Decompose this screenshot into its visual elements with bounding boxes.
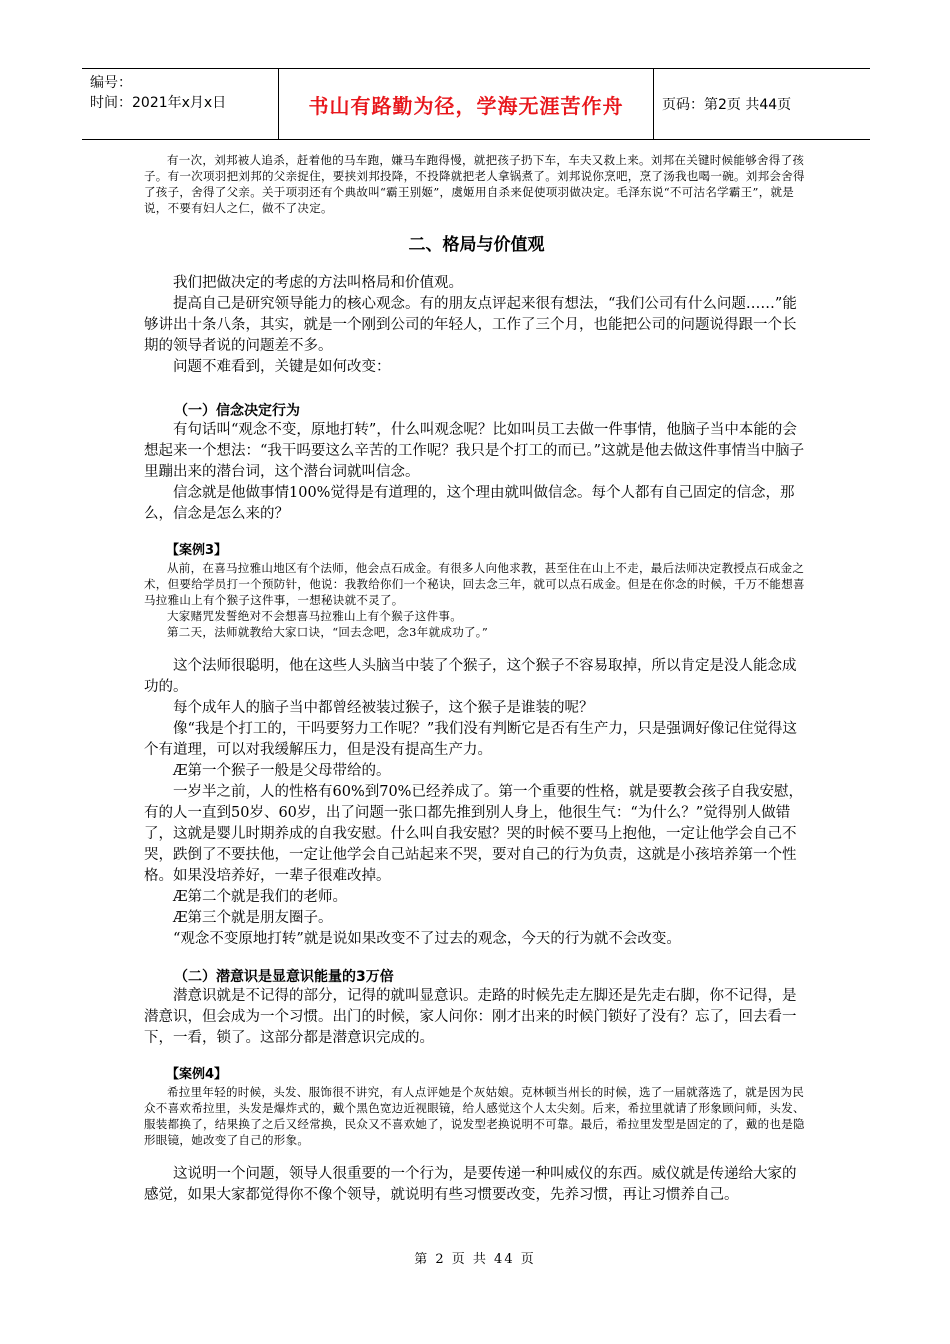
case-3-label: 【案例3】 [166,543,228,558]
subsection-paragraph: 信念就是他做事情100%觉得是有道理的，这个理由就叫做信念。每个人都有自己固定的信念，那么，信念是怎么来的？ [144,485,795,522]
bullet-item: Æ第三个就是朋友圈子。 [173,910,333,926]
bullet-item: Æ第一个猴子一般是父母带给的。 [173,763,391,779]
body-paragraph: 这个法师很聪明，他在这些人头脑当中装了个猴子，这个猴子不容易取掉，所以肯定是没人能念成功的。 [144,658,797,695]
closing-paragraph: 这说明一个问题，领导人很重要的一个行为，是要传递一种叫威仪的东西。威仪就是传递给大家的感觉，如果大家都觉得你不像个领导，就说明有些习惯要改变，先养习惯，再让习惯养自己。 [144,1166,797,1203]
page-info: 页码：第2页 共44页 [662,97,792,113]
subsection-title-1: （一）信念决定行为 [174,403,300,419]
subsection-title-2: （二）潜意识是显意识能量的3万倍 [174,969,394,985]
time-label: 时间：2021年x月x日 [90,95,227,111]
body-paragraph: 像“我是个打工的，干吗要努力工作呢？”我们没有判断它是否有生产力，只是强调好像记住觉得这个有道理，可以对我缓解压力，但是没有提高生产力。 [144,721,797,758]
document-body [144,152,809,1206]
body-paragraph: 每个成年人的脑子当中都曾经被装过猴子，这个猴子是谁装的呢？ [173,700,594,716]
header-meta [82,69,278,139]
subsection-paragraph: 潜意识就是不记得的部分，记得的就叫显意识。走路的时候先走左脚还是先走右脚，你不记得，是潜意识，但会成为一个习惯。出门的时候，家人问你：刚才出来的时候门锁好了没有？忘了，回去看一下，一看，锁了。这部分都是潜意识完成的。 [144,988,797,1046]
case-3-line: 第二天，法师就教给大家口诀，“回去念吧，念3年就成功了。” [167,625,489,639]
bullet-item: Æ第二个就是我们的老师。 [173,889,348,905]
section-title: 二、格局与价值观 [408,235,545,255]
motto: 书山有路勤为径，学海无涯苦作舟 [278,69,654,139]
section-paragraph: 提高自己是研究领导能力的核心观念。有的朋友点评起来很有想法，“我们公司有什么问题……”能够讲出十条八条，其实，就是一个刚到公司的年轻人，工作了三个月，也能把公司的问题说得跟一个长期的领导者说的问题差不多。 [144,296,797,354]
subsection-paragraph: 有句话叫“观念不变，原地打转”，什么叫观念呢？比如叫员工去做一件事情，他脑子当中本能的会想起来一个想法：“我干吗要这么辛苦的工作呢？我只是个打工的而已。”这就是他去做这件事情当中脑子里蹦出来的潜台词，这个潜台词就叫信念。 [144,422,805,480]
intro-paragraph: 有一次，刘邦被人追杀，赶着他的马车跑，嫌马车跑得慢，就把孩子扔下车，车夫又救上来。刘邦在关键时候能够舍得了孩子。有一次项羽把刘邦的父亲捉住，要挟刘邦投降，不投降就把老人拿锅煮了。刘邦说你烹吧，烹了汤我也喝一碗。刘邦会舍得了孩子，舍得了父亲。关于项羽还有个典故叫“霸王别姬”，虞姬用自杀来促使项羽做决定。毛泽东说“不可沽名学霸王”，就是说，不要有妇人之仁，做不了决定。 [144,153,805,215]
case-4-label: 【案例4】 [166,1067,228,1082]
case-3-line: 从前，在喜马拉雅山地区有个法师，他会点石成金。有很多人向他求教，甚至住在山上不走，最后法师决定教授点石成金之术，但要给学员打一个预防针，他说：我教给你们一个秘诀，回去念三年，就可以点石成金。但是在你念的时候，千万不能想喜马拉雅山上有个猴子这件事，一想秘诀就不灵了。 [144,561,805,607]
section-paragraph: 我们把做决定的考虑的方法叫格局和价值观。 [173,275,463,291]
body-paragraph: “观念不变原地打转”就是说如果改变不了过去的观念，今天的行为就不会改变。 [173,931,681,947]
case-4-line: 希拉里年轻的时候，头发、服饰很不讲究，有人点评她是个灰姑娘。克林顿当州长的时候，选了一届就落选了，就是因为民众不喜欢希拉里，头发是爆炸式的，戴个黑色宽边近视眼镜，给人感觉这个人太尖刻。后来，希拉里就请了形象顾问师，头发、服装都换了，结果换了之后又经常换，民众又不喜欢她了，说发型老换说明不可靠。最后，希拉里发型是固定的了，戴的也是隐形眼镜，她改变了自己的形象。 [144,1085,805,1147]
page-header [82,68,870,140]
body-paragraph: 一岁半之前，人的性格有60%到70%已经养成了。第一个重要的性格，就是要教会孩子自我安慰，有的人一直到50岁、60岁，出了问题一张口都先推到别人身上，他很生气：“为什么？”觉得别人做错了，这就是婴儿时期养成的自我安慰。什么叫自我安慰？哭的时候不要马上抱他，一定让他学会自己不哭，跌倒了不要扶他，一定让他学会自己站起来不哭，要对自己的行为负责，这就是小孩培养第一个性格。如果没培养好，一辈子很难改掉。 [144,784,803,884]
page-footer: 第 2 页 共 44 页 [414,1252,536,1267]
section-paragraph: 问题不难看到，关键是如何改变： [173,359,391,375]
code-label: 编号： [90,75,132,91]
case-3-line: 大家赌咒发誓绝对不会想喜马拉雅山上有个猴子这件事。 [167,609,462,623]
